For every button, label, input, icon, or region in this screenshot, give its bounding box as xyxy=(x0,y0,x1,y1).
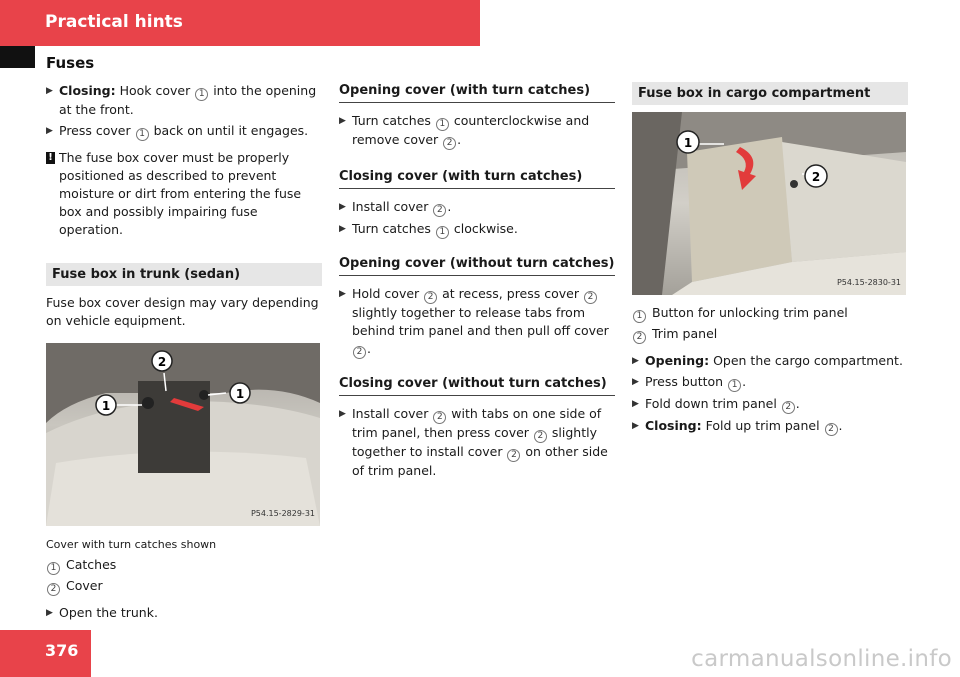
callout-2-icon: 2 xyxy=(584,291,597,304)
step-opening: ▶ Opening: Open the cargo compartment. xyxy=(632,353,903,368)
warning-note: ! The fuse box cover must be properly positioned as described to prevent moisture or dirt from entering the fuse box and possibly impairing fuse operation. xyxy=(46,149,322,239)
arrow-bullet-icon: ▶ xyxy=(632,377,639,387)
arrow-bullet-icon: ▶ xyxy=(339,116,346,126)
arrow-bullet-icon: ▶ xyxy=(46,86,53,96)
callout-2-icon: 2 xyxy=(47,583,60,596)
callout-2-icon: 2 xyxy=(507,449,520,462)
step-turn-catches-ccw: ▶ Turn catches 1 counterclockwise and remove cover 2 . xyxy=(339,113,590,148)
step-hold-cover: ▶ Hold cover 2 at recess, press cover 2 slightly together to release tabs from behind trim panel and then pull off cover 2 . xyxy=(339,286,609,357)
callout-2-icon: 2 xyxy=(424,291,437,304)
legend-item-2: 2 Cover xyxy=(46,575,322,596)
photo-callout-1: 1 xyxy=(683,136,693,150)
legend-item-1: 1 Catches xyxy=(46,554,322,575)
callout-1-icon: 1 xyxy=(47,562,60,575)
step-install-cover-tabs: ▶ Install cover 2 with tabs on one side of trim panel, then press cover 2 slightly together to install cover 2 on other side of trim panel. xyxy=(339,406,608,478)
step-turn-catches-cw: ▶ Turn catches 1 clockwise. xyxy=(339,221,518,237)
callout-1-icon: 1 xyxy=(136,128,149,141)
step-press-cover: ▶ Press cover 1 back on until it engages. xyxy=(46,123,309,139)
arrow-bullet-icon: ▶ xyxy=(632,421,639,431)
heading-fuse-box-cargo: Fuse box in cargo compartment xyxy=(632,82,908,105)
photo-callout-2: 2 xyxy=(157,355,167,369)
callout-1-icon: 1 xyxy=(633,310,646,323)
callout-2-icon: 2 xyxy=(534,430,547,443)
column-right xyxy=(632,82,908,439)
chapter-title: Practical hints xyxy=(45,12,183,32)
arrow-bullet-icon: ▶ xyxy=(46,608,53,618)
arrow-bullet-icon: ▶ xyxy=(339,289,346,299)
watermark: carmanualsonline.info xyxy=(691,646,952,672)
callout-1-icon: 1 xyxy=(436,118,449,131)
column-middle xyxy=(339,82,615,483)
callout-2-icon: 2 xyxy=(825,423,838,436)
legend-item-1: 1 Button for unlocking trim panel xyxy=(632,302,908,323)
section-title: Fuses xyxy=(46,54,95,72)
callout-1-icon: 1 xyxy=(195,88,208,101)
intro-text: Fuse box cover design may vary depending on vehicle equipment. xyxy=(46,295,319,328)
arrow-bullet-icon: ▶ xyxy=(632,399,639,409)
callout-2-icon: 2 xyxy=(443,137,456,150)
photo-caption: Cover with turn catches shown xyxy=(46,538,217,551)
photo-callout-1b: 1 xyxy=(235,387,245,401)
callout-2-icon: 2 xyxy=(633,331,646,344)
step-closing-fold-up: ▶ Closing: Fold up trim panel 2 . xyxy=(632,418,843,434)
step-open-trunk: ▶ Open the trunk. xyxy=(46,605,158,620)
heading-closing-with-catches: Closing cover (with turn catches) xyxy=(339,168,615,189)
page-number: 376 xyxy=(45,641,79,660)
callout-1-icon: 1 xyxy=(728,379,741,392)
heading-opening-without-catches: Opening cover (without turn catches) xyxy=(339,255,615,276)
warning-icon: ! xyxy=(46,152,55,164)
step-closing: ▶ Closing: Hook cover 1 into the opening at the front. xyxy=(46,83,317,117)
step-fold-down: ▶ Fold down trim panel 2 . xyxy=(632,396,800,412)
photo-callout-1: 1 xyxy=(101,399,111,413)
callout-2-icon: 2 xyxy=(782,401,795,414)
arrow-bullet-icon: ▶ xyxy=(632,356,639,366)
step-install-cover: ▶ Install cover 2 . xyxy=(339,199,452,215)
callout-2-icon: 2 xyxy=(353,346,366,359)
trunk-photo xyxy=(46,343,320,526)
column-left xyxy=(46,82,322,625)
callout-2-icon: 2 xyxy=(433,411,446,424)
heading-opening-with-catches: Opening cover (with turn catches) xyxy=(339,82,615,103)
callout-1-icon: 1 xyxy=(436,226,449,239)
legend-item-2: 2 Trim panel xyxy=(632,323,908,344)
photo-id-label: P54.15-2830-31 xyxy=(836,278,901,287)
arrow-bullet-icon: ▶ xyxy=(339,224,346,234)
arrow-bullet-icon: ▶ xyxy=(339,202,346,212)
corner-marker xyxy=(0,46,35,68)
arrow-bullet-icon: ▶ xyxy=(46,126,53,136)
photo-callout-2: 2 xyxy=(811,170,821,184)
callout-2-icon: 2 xyxy=(433,204,446,217)
cargo-photo xyxy=(632,112,906,295)
step-press-button: ▶ Press button 1 . xyxy=(632,374,747,390)
heading-closing-without-catches: Closing cover (without turn catches) xyxy=(339,375,615,396)
arrow-bullet-icon: ▶ xyxy=(339,409,346,419)
heading-fuse-box-trunk: Fuse box in trunk (sedan) xyxy=(46,263,322,286)
photo-id-label: P54.15-2829-31 xyxy=(250,509,315,518)
